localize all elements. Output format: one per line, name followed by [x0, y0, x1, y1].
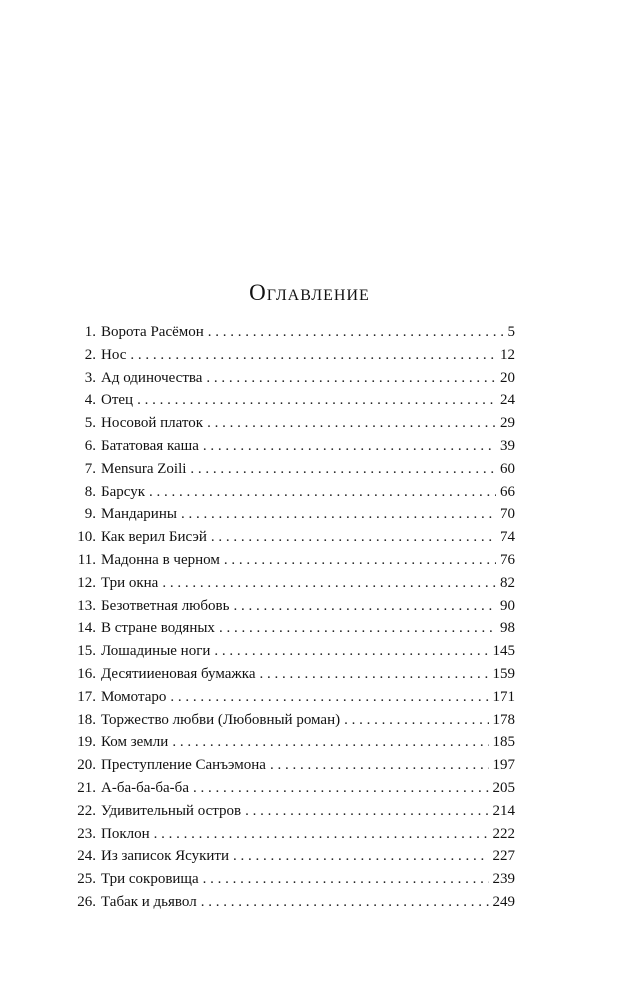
toc-entry-title: Десятииеновая бумажка [101, 665, 256, 682]
toc-entry-page-number: 222 [492, 825, 515, 842]
toc-entry [60, 481, 515, 504]
toc-entry-title: Нос [101, 346, 127, 363]
toc-entry [60, 458, 515, 481]
toc-dot-leader [224, 549, 496, 572]
toc-entry-title: Из записок Ясукити [101, 848, 230, 865]
toc-entry [60, 777, 515, 800]
toc-entry-title: Ком земли [101, 734, 169, 751]
toc-entry-title: Mensura Zoili [101, 460, 187, 477]
toc-entry-number: 10. [77, 529, 96, 546]
toc-dot-leader [170, 686, 488, 709]
toc-entry-title: Преступление Санъэмона [101, 757, 266, 774]
toc-entry-page-number: 178 [492, 711, 515, 728]
toc-entry [60, 344, 515, 367]
toc-entry [60, 526, 515, 549]
toc-entry-page-number: 145 [492, 643, 515, 660]
toc-entry [60, 435, 515, 458]
toc-dot-leader [233, 845, 488, 868]
toc-entry [60, 709, 515, 732]
toc-entry-title: Ворота Расёмон [101, 324, 204, 340]
toc-entry [60, 412, 515, 435]
toc-entry-number: 7. [84, 460, 96, 477]
toc-entry-page-number: 239 [492, 871, 515, 888]
toc-dot-leader [211, 526, 496, 549]
toc-entry [60, 617, 515, 640]
toc-entry [60, 389, 515, 412]
toc-entry-page-number: 98 [500, 620, 515, 637]
toc-entry-page-number: 185 [492, 734, 515, 751]
toc-entry-number: 24. [77, 848, 96, 865]
toc-entry-number: 16. [77, 665, 96, 682]
toc-entry [60, 572, 515, 595]
toc-entry-page-number: 24 [500, 392, 515, 409]
toc-entry-page-number: 171 [492, 688, 515, 705]
toc-entry-page-number: 214 [492, 802, 515, 819]
toc-entry-page-number: 227 [492, 848, 515, 865]
toc-dot-leader [149, 481, 496, 504]
toc-dot-leader [130, 344, 496, 367]
toc-entry-number: 6. [84, 437, 96, 454]
page-title: Оглавление [249, 280, 370, 305]
toc-entry-number: 25. [77, 871, 96, 888]
toc-entry-page-number: 159 [492, 665, 515, 682]
toc-entry-title: Барсук [101, 483, 146, 500]
toc-entry-page-number: 90 [500, 597, 515, 614]
toc-entry [60, 640, 515, 663]
toc-dot-leader [190, 458, 496, 481]
toc-entry [60, 891, 515, 914]
toc-entry [60, 800, 515, 823]
toc-entry-page-number: 74 [500, 529, 515, 546]
toc-entry-title: Безответная любовь [101, 597, 230, 614]
toc-entry [60, 503, 515, 526]
toc-entry-number: 19. [77, 734, 96, 751]
toc-entry-page-number: 197 [492, 757, 515, 774]
toc-entry [60, 321, 515, 344]
toc-entry-title: Носовой платок [101, 415, 204, 432]
toc-entry-number: 5. [84, 415, 96, 432]
toc-dot-leader [181, 503, 496, 526]
toc-dot-leader [206, 367, 496, 390]
toc-entry [60, 845, 515, 868]
toc-entry-title: Три сокровища [101, 871, 199, 888]
toc-entry [60, 868, 515, 891]
toc-entry-title: Торжество любви (Любовный роман) [101, 711, 341, 728]
toc-entry-page-number: 205 [492, 779, 515, 796]
toc-entry-number: 2. [84, 346, 96, 363]
toc-entry-number: 23. [77, 825, 96, 842]
toc-dot-leader [207, 412, 496, 435]
toc-entry-number: 3. [84, 369, 96, 386]
toc-entry-title: А-ба-ба-ба-ба [101, 779, 189, 796]
toc-dot-leader [203, 435, 496, 458]
toc-entry [60, 549, 515, 572]
toc-entry-title: Момотаро [101, 688, 167, 705]
toc-dot-leader [162, 572, 496, 595]
toc-dot-leader [219, 617, 496, 640]
toc-entry-number: 13. [77, 597, 96, 614]
toc-entry-title: Лошадиные ноги [101, 643, 211, 660]
toc-entry-title: В стране водяных [101, 620, 215, 637]
toc-entry-title: Отец [101, 392, 134, 409]
toc-entry [60, 686, 515, 709]
toc-entry-number: 14. [77, 620, 96, 637]
toc-dot-leader [154, 823, 489, 846]
toc-entry-number: 11. [77, 551, 96, 568]
toc-entry-number: 9. [84, 506, 96, 523]
toc-entry-title: Три окна [101, 574, 159, 591]
toc-entry-title: Удивительный остров [101, 802, 242, 819]
toc-dot-leader [245, 800, 488, 823]
toc-entry-number: 21. [77, 779, 96, 796]
toc-entry-page-number: 82 [500, 574, 515, 591]
toc-entry-number: 12. [77, 574, 96, 591]
toc-entry-page-number: 66 [500, 483, 515, 500]
toc-dot-leader [233, 595, 496, 618]
toc-entry-page-number: 76 [500, 551, 515, 568]
toc-entry [60, 367, 515, 390]
toc-entry-page-number: 29 [500, 415, 515, 432]
toc-entry-number: 8. [84, 483, 96, 500]
toc-dot-leader [270, 754, 489, 777]
toc-entry-number: 22. [77, 802, 96, 819]
toc-entry-number: 20. [77, 757, 96, 774]
toc-entry-page-number: 70 [500, 506, 515, 523]
toc-entry-page-number: 20 [500, 369, 515, 386]
toc-entry-number: 26. [77, 893, 96, 910]
table-of-contents [60, 321, 515, 914]
toc-entry-number: 15. [77, 643, 96, 660]
toc-dot-leader [203, 868, 489, 891]
toc-entry-title: Табак и дьявол [101, 893, 197, 910]
toc-entry [60, 595, 515, 618]
toc-entry [60, 663, 515, 686]
toc-dot-leader [208, 321, 504, 344]
toc-entry-title: Бататовая каша [101, 437, 199, 454]
toc-entry-page-number: 60 [500, 460, 515, 477]
toc-entry-page-number: 5 [507, 324, 515, 340]
toc-dot-leader [172, 731, 488, 754]
toc-entry-number: 18. [77, 711, 96, 728]
toc-entry-title: Мадонна в черном [101, 551, 220, 568]
toc-entry [60, 731, 515, 754]
toc-entry-page-number: 249 [492, 893, 515, 910]
toc-entry-title: Ад одиночества [101, 369, 203, 386]
toc-entry-number: 17. [77, 688, 96, 705]
toc-entry-number: 4. [84, 392, 96, 409]
toc-entry-title: Мандарины [101, 506, 177, 523]
toc-dot-leader [137, 389, 496, 412]
toc-entry [60, 754, 515, 777]
toc-dot-leader [193, 777, 489, 800]
toc-entry [60, 823, 515, 846]
toc-entry-title: Как верил Бисэй [101, 529, 207, 546]
toc-dot-leader [259, 663, 488, 686]
toc-entry-page-number: 12 [500, 346, 515, 363]
toc-entry-title: Поклон [101, 825, 150, 842]
toc-entry-page-number: 39 [500, 437, 515, 454]
toc-dot-leader [214, 640, 488, 663]
toc-dot-leader [344, 709, 488, 732]
toc-entry-number: 1. [84, 324, 96, 340]
toc-dot-leader [201, 891, 489, 914]
